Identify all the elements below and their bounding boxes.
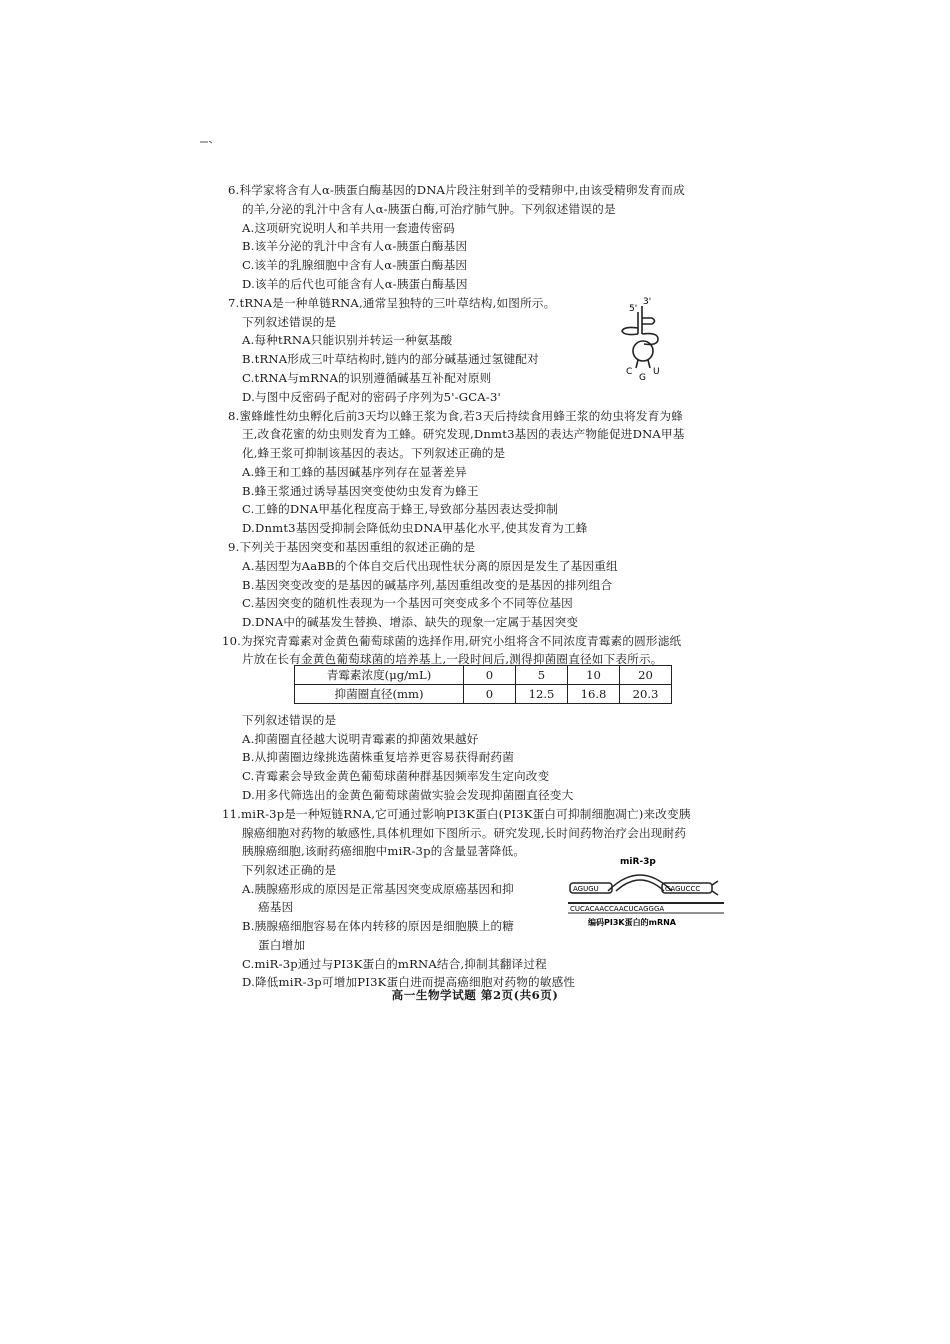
mir3p-right-seq: GAGUCCC (665, 885, 701, 893)
q8-option-a: A.蜂王和工蜂的基因碱基序列存在显著差异 (242, 465, 467, 479)
q7-option-a: A.每种tRNA只能识别并转运一种氨基酸 (242, 333, 453, 347)
q11-stem-question: 下列叙述正确的是 (242, 863, 337, 877)
q10-stem-cont: 片放在长有金黄色葡萄球菌的培养基上,一段时间后,测得抑菌圈直径如下表所示。 (242, 652, 663, 666)
q6-stem-cont: 的羊,分泌的乳汁中含有人α-胰蛋白酶,可治疗肺气肿。下列叙述错误的是 (242, 202, 616, 216)
q9-option-a: A.基因型为AaBB的个体自交后代出现性状分离的原因是发生了基因重组 (242, 559, 618, 573)
table-cell: 0 (464, 666, 516, 685)
q10-stem-question: 下列叙述错误的是 (242, 713, 337, 727)
q7-option-b: B.tRNA形成三叶草结构时,链内的部分碱基通过氢键配对 (242, 352, 539, 366)
q11-option-b-cont: 蛋白增加 (258, 938, 306, 952)
scan-mark (200, 140, 212, 144)
mir3p-left-seq: AGUGU (573, 885, 599, 893)
table-cell: 20.3 (620, 685, 672, 704)
trna-5prime-label: 5' (629, 304, 638, 314)
anticodon-base-3: U (653, 367, 660, 377)
q8-stem-cont-2: 化,蜂王浆可抑制该基因的表达。下列叙述正确的是 (242, 446, 506, 460)
q6-option-c: C.该羊的乳腺细胞中含有人α-胰蛋白酶基因 (242, 258, 468, 272)
table-cell: 5 (516, 666, 568, 685)
q6-option-d: D.该羊的后代也可能含有人α-胰蛋白酶基因 (242, 277, 468, 291)
q10-option-d: D.用多代筛选出的金黄色葡萄球菌做实验会发现抑菌圈直径变大 (242, 788, 574, 802)
table-cell: 16.8 (568, 685, 620, 704)
q9-stem: 9.下列关于基因突变和基因重组的叙述正确的是 (228, 540, 476, 554)
q11-option-b: B.胰腺癌细胞容易在体内转移的原因是细胞膜上的糖 (242, 919, 515, 933)
trna-cloverleaf-diagram (612, 294, 672, 384)
q8-stem: 8.蜜蜂雌性幼虫孵化后前3天均以蜂王浆为食,若3天后持续食用蜂王浆的幼虫将发育为蜂 (228, 409, 684, 423)
trna-3prime-label: 3' (643, 297, 652, 307)
mrna-seq: CUCACAACCAACUCAGGGA (570, 905, 665, 913)
q11-option-d: D.降低miR-3p可增加PI3K蛋白进而提高癌细胞对药物的敏感性 (242, 975, 576, 989)
table-cell: 10 (568, 666, 620, 685)
q6-option-a: A.这项研究说明人和羊共用一套遗传密码 (242, 221, 455, 235)
q8-option-d: D.Dnmt3基因受抑制会降低幼虫DNA甲基化水平,使其发育为工蜂 (242, 521, 588, 535)
q11-stem-cont-1: 腺癌细胞对药物的敏感性,具体机理如下图所示。研究发现,长时间药物治疗会出现耐药 (242, 826, 687, 840)
mir3p-binding-diagram (566, 855, 726, 929)
q10-option-b: B.从抑菌圈边缘挑选菌株重复培养更容易获得耐药菌 (242, 750, 515, 764)
anticodon-base-2: G (639, 373, 646, 383)
q11-option-a: A.胰腺癌形成的原因是正常基因突变成原癌基因和抑 (242, 882, 514, 896)
table-cell: 12.5 (516, 685, 568, 704)
q11-option-c: C.miR-3p通过与PI3K蛋白的mRNA结合,抑制其翻译过程 (242, 957, 547, 971)
q8-option-c: C.工蜂的DNA甲基化程度高于蜂王,导致部分基因表达受抑制 (242, 502, 559, 516)
q7-stem-cont: 下列叙述错误的是 (242, 315, 337, 329)
table-row (295, 666, 672, 685)
table-cell: 0 (464, 685, 516, 704)
q10-option-c: C.青霉素会导致金黄色葡萄球菌种群基因频率发生定向改变 (242, 769, 550, 783)
q9-option-b: B.基因突变改变的是基因的碱基序列,基因重组改变的是基因的排列组合 (242, 578, 613, 592)
q8-option-b: B.蜂王浆通过诱导基因突变使幼虫发育为蜂王 (242, 484, 479, 498)
table-row (295, 685, 672, 704)
q11-option-a-cont: 癌基因 (258, 900, 294, 914)
q10-option-a: A.抑菌圈直径越大说明青霉素的抑菌效果越好 (242, 732, 479, 746)
mrna-label: 编码PI3K蛋白的mRNA (588, 918, 676, 927)
q9-option-c: C.基因突变的随机性表现为一个基因可突变成多个不同等位基因 (242, 596, 573, 610)
penicillin-table (294, 665, 672, 704)
q8-stem-cont-1: 王,改食花蜜的幼虫则发育为工蜂。研究发现,Dnmt3基因的表达产物能促进DNA甲基 (242, 427, 685, 441)
page-footer: 高一生物学试题 第2页(共6页) (391, 988, 559, 1002)
q11-stem: 11.miR-3p是一种短链RNA,它可通过影响PI3K蛋白(PI3K蛋白可抑制细胞凋亡)来改变胰 (222, 807, 691, 821)
q7-option-c: C.tRNA与mRNA的识别遵循碱基互补配对原则 (242, 371, 492, 385)
table-row-header: 青霉素浓度(μg/mL) (295, 666, 464, 685)
table-row-header: 抑菌圈直径(mm) (295, 685, 464, 704)
q7-option-d: D.与图中反密码子配对的密码子序列为5'-GCA-3' (242, 390, 501, 404)
q10-stem: 10.为探究青霉素对金黄色葡萄球菌的选择作用,研究小组将含不同浓度青霉素的圆形滤纸 (222, 634, 682, 648)
mir3p-label: miR-3p (620, 857, 656, 867)
anticodon-base-1: C (626, 367, 633, 377)
q6-option-b: B.该羊分泌的乳汁中含有人α-胰蛋白酶基因 (242, 239, 468, 253)
q11-stem-cont-2: 胰腺癌细胞,该耐药癌细胞中miR-3p的含量显著降低。 (242, 844, 526, 858)
table-cell: 20 (620, 666, 672, 685)
q6-stem: 6.科学家将含有人α-胰蛋白酶基因的DNA片段注射到羊的受精卵中,由该受精卵发育而成 (228, 183, 685, 197)
q9-option-d: D.DNA中的碱基发生替换、增添、缺失的现象一定属于基因突变 (242, 615, 579, 629)
q7-stem: 7.tRNA是一种单链RNA,通常呈独特的三叶草结构,如图所示。 (228, 296, 556, 310)
